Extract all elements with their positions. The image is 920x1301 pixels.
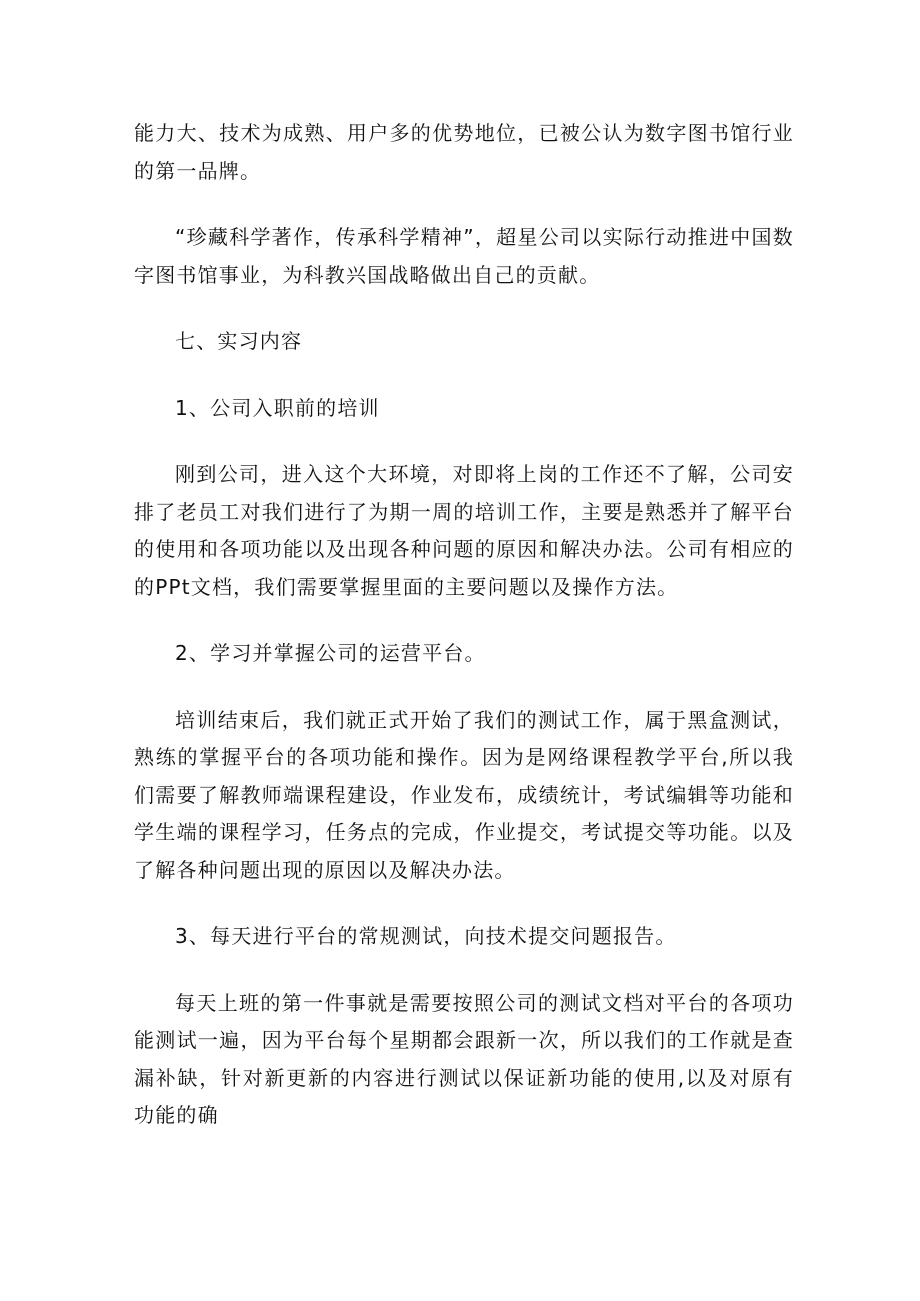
- paragraph-slogan: “珍藏科学著作，传承科学精神”，超星公司以实际行动推进中国数字图书馆事业，为科教兴国战略做出自己的贡献。: [134, 225, 794, 287]
- paragraph-training: 刚到公司，进入这个大环境，对即将上岗的工作还不了解，公司安排了老员工对我们进行了为期一周的培训工作，主要是熟悉并了解平台的使用和各项功能以及出现各种问题的原因和解决办法。公司有相应的的PPt文档，我们需要掌握里面的主要问题以及操作方法。: [134, 462, 794, 599]
- subheading-platform-learning: 2、学习并掌握公司的运营平台。: [175, 641, 486, 665]
- subheading-onboarding-training: 1、公司入职前的培训: [175, 395, 380, 420]
- subheading-daily-testing: 3、每天进行平台的常规测试，向技术提交问题报告。: [175, 924, 677, 948]
- paragraph-continuation: 能力大、技术为成熟、用户多的优势地位，已被公认为数字图书馆行业的第一品牌。: [134, 121, 794, 183]
- section-heading-internship-content: 七、实习内容: [175, 329, 303, 353]
- paragraph-daily-testing: 每天上班的第一件事就是需要按照公司的测试文档对平台的各项功能测试一遍，因为平台每个星期都会跟新一次，所以我们的工作就是查漏补缺，针对新更新的内容进行测试以保证新功能的使用,以及对原有功能的确: [134, 990, 794, 1127]
- document-body: [134, 115, 794, 1164]
- paragraph-platform-testing: 培训结束后，我们就正式开始了我们的测试工作，属于黑盒测试，熟练的掌握平台的各项功能和操作。因为是网络课程教学平台,所以我们需要了解教师端课程建设，作业发布，成绩统计，考试编辑等功能和学生端的课程学习，任务点的完成，作业提交，考试提交等功能。以及了解各种问题出现的原因以及解决办法。: [134, 707, 794, 882]
